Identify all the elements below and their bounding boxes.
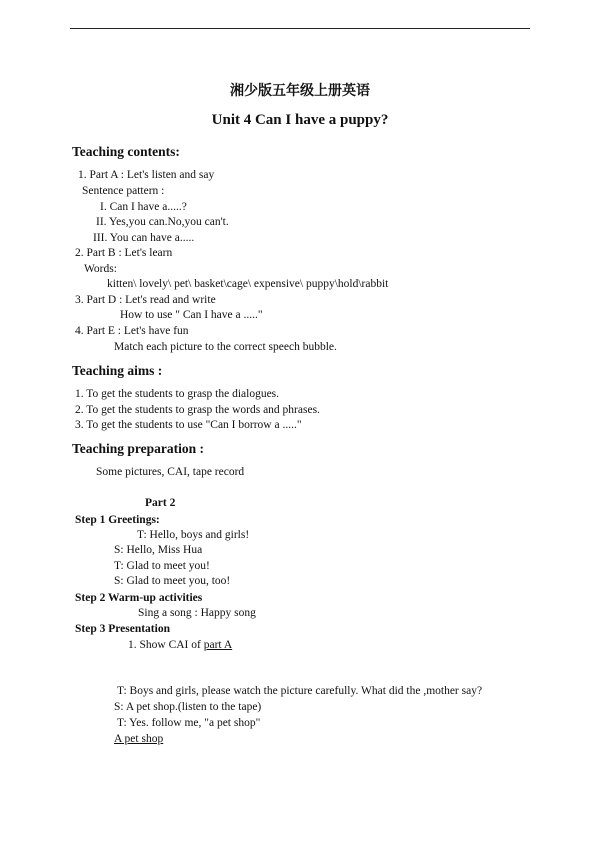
part-a-link[interactable]: part A [203, 639, 233, 651]
pattern-item-2: II. Yes,you can.No,you can't. [96, 216, 229, 228]
top-rule [70, 28, 530, 29]
dialog-line: T: Yes. follow me, "a pet shop" [117, 717, 261, 729]
greeting-line: T: Glad to meet you! [114, 560, 210, 572]
pattern-item-1: I. Can I have a.....? [100, 201, 187, 213]
part-b-line: 2. Part B : Let's learn [75, 247, 173, 259]
part-a-line: 1. Part A : Let's listen and say [78, 169, 215, 181]
step3-heading: Step 3 Presentation [75, 623, 170, 635]
part-d-detail: How to use " Can I have a ....." [120, 309, 263, 321]
step2-heading: Step 2 Warm-up activities [75, 592, 203, 604]
aim-item: 3. To get the students to use "Can I borrow a ....." [75, 419, 302, 431]
part-d-line: 3. Part D : Let's read and write [75, 294, 216, 306]
preparation-text: Some pictures, CAI, tape record [96, 466, 245, 478]
aim-item: 2. To get the students to grasp the words and phrases. [75, 404, 320, 416]
teaching-aims-heading: Teaching aims : [72, 363, 163, 378]
dialog-line: S: A pet shop.(listen to the tape) [114, 701, 262, 713]
page-title-unit: Unit 4 Can I have a puppy? [211, 112, 389, 128]
page-title-chinese: 湘少版五年级上册英语 [230, 83, 370, 99]
part2-heading: Part 2 [145, 497, 176, 509]
greeting-line: T: Hello, boys and girls! [137, 529, 250, 541]
part-e-line: 4. Part E : Let's have fun [75, 325, 189, 337]
show-cai-line [128, 638, 232, 652]
pet-shop-underlined: A pet shop [114, 733, 164, 745]
words-list: kitten\ lovely\ pet\ basket\cage\ expensive\ puppy\hold\rabbit [107, 278, 389, 290]
words-label: Words: [84, 263, 117, 275]
greeting-line: S: Glad to meet you, too! [114, 575, 231, 587]
greeting-line: S: Hello, Miss Hua [114, 544, 203, 556]
part-e-detail: Match each picture to the correct speech bubble. [114, 341, 337, 353]
sentence-pattern-label: Sentence pattern : [82, 185, 165, 197]
dialog-line: T: Boys and girls, please watch the picture carefully. What did the ,mother say? [117, 685, 483, 697]
step1-heading: Step 1 Greetings: [75, 514, 160, 526]
show-cai-prefix: 1. Show CAI of [128, 639, 204, 651]
teaching-contents-heading: Teaching contents: [72, 144, 180, 159]
pattern-item-3: III. You can have a..... [93, 232, 195, 244]
song-line: Sing a song : Happy song [138, 607, 256, 619]
teaching-preparation-heading: Teaching preparation : [72, 441, 205, 456]
aim-item: 1. To get the students to grasp the dialogues. [75, 388, 280, 400]
